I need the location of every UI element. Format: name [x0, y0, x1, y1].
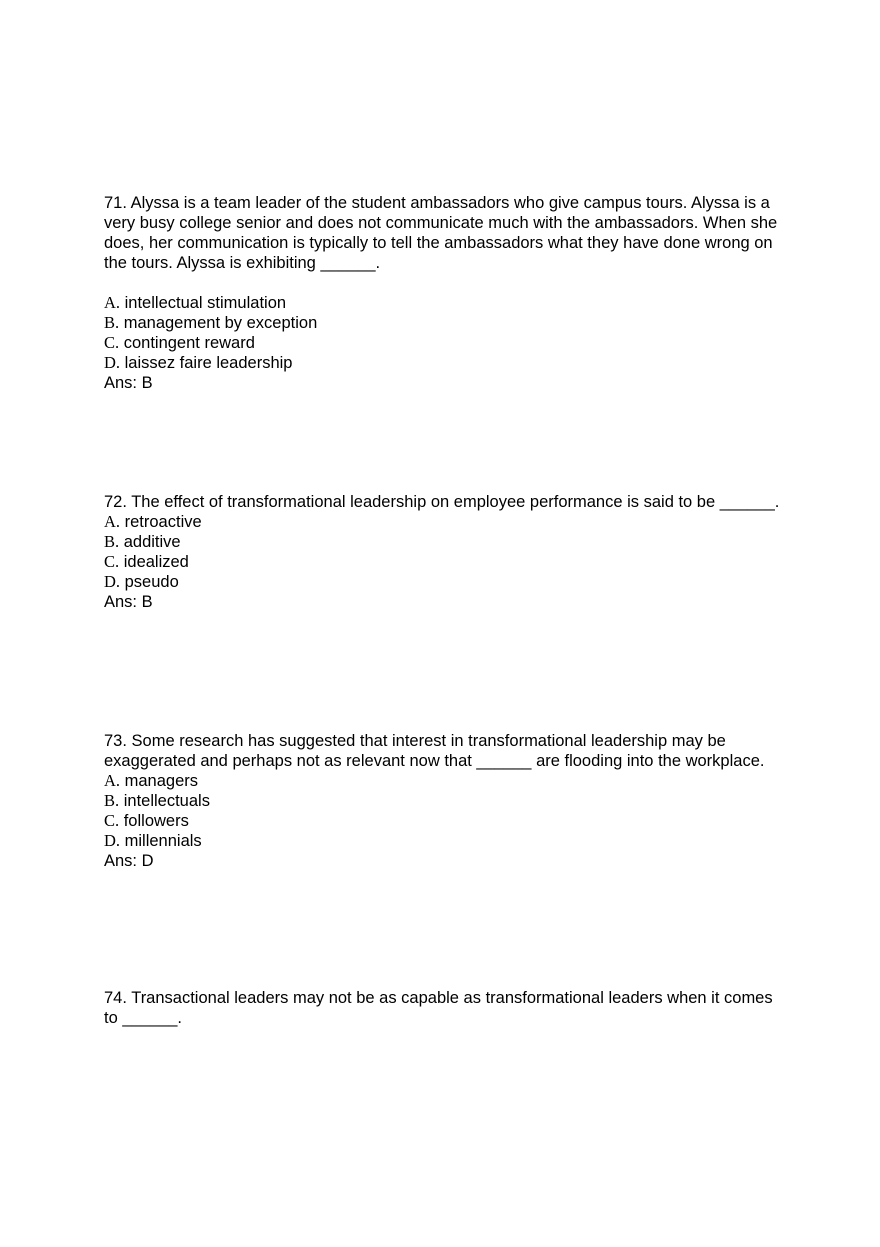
- question-stem: 72. The effect of transformational leadership on employee performance is said to be ______.: [104, 493, 780, 511]
- answer-options: [104, 512, 784, 592]
- option-text: managers: [120, 772, 199, 790]
- option-letter: C.: [104, 552, 120, 571]
- option-a: [104, 771, 784, 791]
- question-stem: 73. Some research has suggested that interest in transformational leadership may be exaggerated and perhaps not as relevant now that ______ are flooding into the workplace.: [104, 732, 765, 770]
- option-a: [104, 293, 784, 313]
- option-c: [104, 333, 784, 353]
- option-c: [104, 552, 784, 572]
- option-b: [104, 532, 784, 552]
- option-text: millennials: [120, 832, 202, 850]
- option-letter: B.: [104, 791, 120, 810]
- question-72: [104, 492, 784, 612]
- option-letter: D.: [104, 353, 121, 372]
- option-d: [104, 831, 784, 851]
- option-text: retroactive: [120, 513, 202, 531]
- option-text: intellectual stimulation: [120, 294, 287, 312]
- option-text: followers: [119, 812, 189, 830]
- option-letter: C.: [104, 811, 120, 830]
- answer-options: [104, 771, 784, 851]
- answer-key: Ans: B: [104, 593, 153, 611]
- option-d: [104, 572, 784, 592]
- answer-key: Ans: D: [104, 852, 154, 870]
- option-letter: B.: [104, 532, 120, 551]
- question-73: [104, 731, 784, 871]
- option-c: [104, 811, 784, 831]
- question-74: [104, 988, 784, 1028]
- option-letter: D.: [104, 831, 121, 850]
- answer-options: [104, 293, 784, 373]
- question-stem: 74. Transactional leaders may not be as capable as transformational leaders when it comes to ______.: [104, 989, 773, 1027]
- option-letter: D.: [104, 572, 121, 591]
- option-text: laissez faire leadership: [120, 354, 293, 372]
- option-d: [104, 353, 784, 373]
- option-text: contingent reward: [119, 334, 255, 352]
- option-letter: A.: [104, 512, 121, 531]
- option-letter: C.: [104, 333, 120, 352]
- option-text: intellectuals: [119, 792, 210, 810]
- option-a: [104, 512, 784, 532]
- option-b: [104, 313, 784, 333]
- option-letter: A.: [104, 771, 121, 790]
- option-letter: B.: [104, 313, 120, 332]
- question-71: [104, 193, 784, 393]
- answer-key: Ans: B: [104, 374, 153, 392]
- spacer: [104, 273, 784, 293]
- option-b: [104, 791, 784, 811]
- option-text: additive: [119, 533, 181, 551]
- option-letter: A.: [104, 293, 121, 312]
- question-stem: 71. Alyssa is a team leader of the student ambassadors who give campus tours. Alyssa is a very busy college senior and does not communicate much with the ambassadors. When she does, her communication is typically to tell the ambassadors what they have done wrong on the tours. Alyssa is exhibiting ______.: [104, 194, 778, 272]
- option-text: idealized: [119, 553, 189, 571]
- option-text: pseudo: [120, 573, 179, 591]
- option-text: management by exception: [119, 314, 318, 332]
